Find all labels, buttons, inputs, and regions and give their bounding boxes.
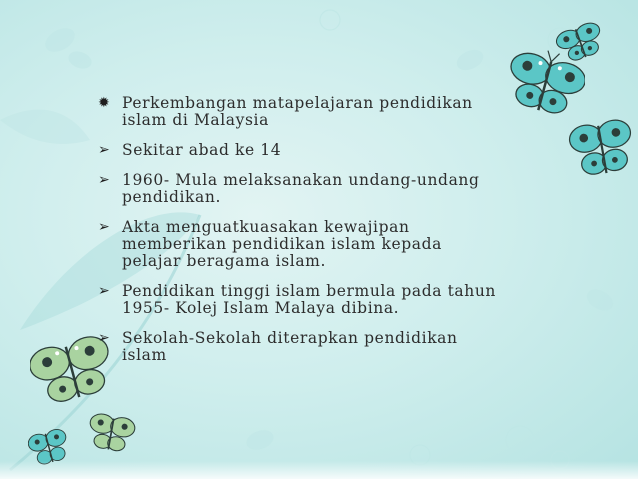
bullet-arrow-icon: ➢: [98, 172, 111, 188]
list-item-text: Sekitar abad ke 14: [122, 141, 282, 159]
list-item: [98, 219, 498, 270]
bullet-arrow-icon: ➢: [98, 283, 111, 299]
list-item: [98, 283, 498, 317]
butterfly-icon: [28, 425, 70, 470]
list-item-text: Sekolah-Sekolah diterapkan pendidikan islam: [122, 329, 458, 364]
list-item: [98, 142, 498, 159]
list-item-text: Pendidikan tinggi islam bermula pada tahun 1955- Kolej Islam Malaya dibina.: [122, 282, 497, 317]
bullet-arrow-icon: ➢: [98, 330, 111, 346]
list-item: [98, 172, 498, 206]
list-item-text: Perkembangan matapelajaran pendidikan islam di Malaysia: [122, 94, 473, 129]
leaf-silhouette-small: [0, 110, 90, 144]
bullet-arrow-icon: ➢: [98, 219, 111, 235]
list-item: [98, 95, 498, 129]
bullet-arrow-icon: ➢: [98, 142, 111, 158]
list-item: [98, 330, 498, 364]
list-item-text: Akta menguatkuasakan kewajipan memberikan pendidikan islam kepada pelajar beragama islam.: [122, 218, 442, 270]
bullet-list: [98, 95, 498, 377]
butterfly-icon: [568, 112, 636, 184]
list-item-text: 1960- Mula melaksanakan undang-undang pendidikan.: [122, 171, 480, 206]
butterfly-icon: [85, 408, 137, 460]
bullet-star-icon: ✹: [98, 95, 111, 111]
